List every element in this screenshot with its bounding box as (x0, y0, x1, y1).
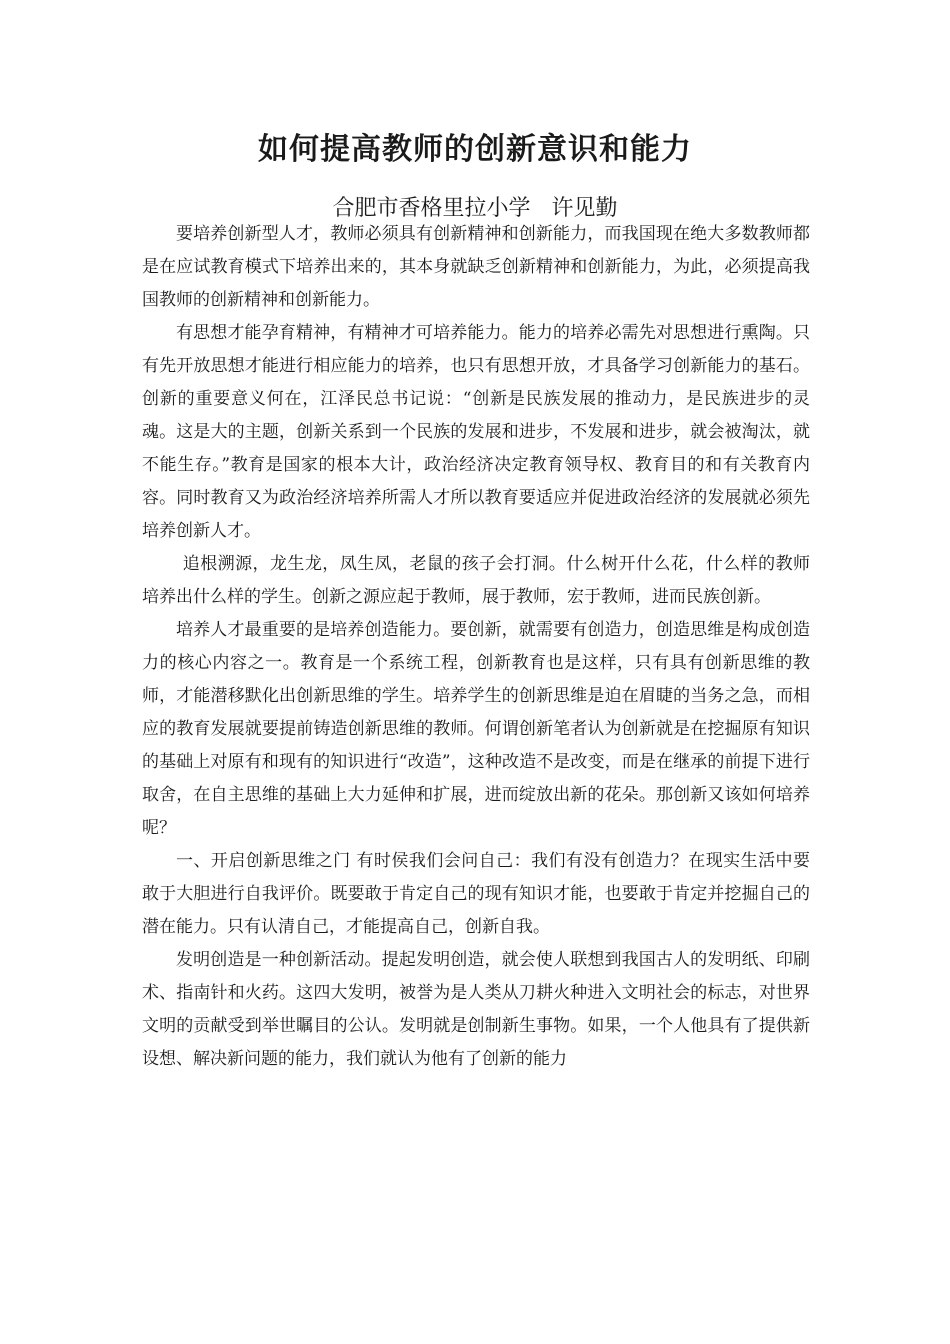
paragraph: 要培养创新型人才，教师必须具有创新精神和创新能力，而我国现在绝大多数教师都是在应试教育模式下培养出来的，其本身就缺乏创新精神和创新能力，为此，必须提高我国教师的创新精神和创新能力。 (142, 224, 810, 310)
paragraph: 一、开启创新思维之门 有时侯我们会问自己：我们有没有创造力？在现实生活中要敢于大胆进行自我评价。既要敢于肯定自己的现有知识才能，也要敢于肯定并挖掘自己的潜在能力。只有认清自己，才能提高自己，创新自我。 (142, 851, 810, 937)
document-body (142, 218, 810, 1076)
paragraph: 有思想才能孕育精神，有精神才可培养能力。能力的培养必需先对思想进行熏陶。只有先开放思想才能进行相应能力的培养，也只有思想开放，才具备学习创新能力的基石。创新的重要意义何在，江泽民总书记说：“创新是民族发展的推动力，是民族进步的灵魂。这是大的主题，创新关系到一个民族的发展和进步，不发展和进步，就会被淘汰，就不能生存。”教育是国家的根本大计，政治经济决定教育领导权、教育目的和有关教育内容。同时教育又为政治经济培养所需人才所以教育要适应并促进政治经济的发展就必须先培养创新人才。 (142, 323, 810, 541)
author-byline: 合肥市香格里拉小学 许见勤 (332, 196, 618, 221)
paragraph: 追根溯源，龙生龙，凤生凤，老鼠的孩子会打洞。什么树开什么花，什么样的教师培养出什么样的学生。创新之源应起于教师，展于教师，宏于教师，进而民族创新。 (142, 554, 810, 607)
paragraph: 培养人才最重要的是培养创造能力。要创新，就需要有创造力，创造思维是构成创造力的核心内容之一。教育是一个系统工程，创新教育也是这样，只有具有创新思维的教师，才能潜移默化出创新思维的学生。培养学生的创新思维是迫在眉睫的当务之急，而相应的教育发展就要提前铸造创新思维的教师。何谓创新笔者认为创新就是在挖掘原有知识的基础上对原有和现有的知识进行“改造”，这种改造不是改变，而是在继承的前提下进行取舍，在自主思维的基础上大力延伸和扩展，进而绽放出新的花朵。那创新又该如何培养呢？ (142, 620, 810, 838)
document-title: 如何提高教师的创新意识和能力 (258, 132, 692, 167)
paragraph: 发明创造是一种创新活动。提起发明创造，就会使人联想到我国古人的发明纸、印刷术、指南针和火药。这四大发明，被誉为是人类从刀耕火种进入文明社会的标志，对世界文明的贡献受到举世瞩目的公认。发明就是创制新生事物。如果，一个人他具有了提供新设想、解决新问题的能力，我们就认为他有了创新的能力 (142, 950, 810, 1069)
